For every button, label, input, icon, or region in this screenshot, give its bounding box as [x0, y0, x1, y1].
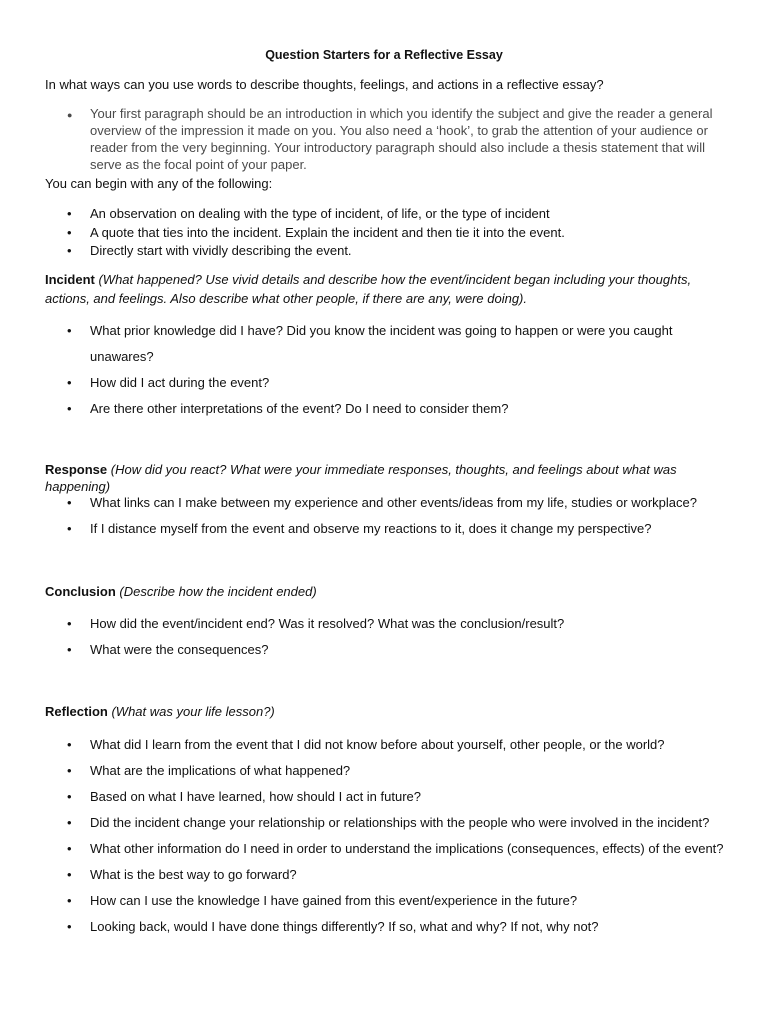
bullet-icon: • [67, 763, 72, 778]
reflection-label: Reflection [45, 704, 108, 719]
list-item: • How can I use the knowledge I have gained from this event/experience in the future? [45, 888, 735, 914]
intro-question: In what ways can you use words to describe thoughts, feelings, and actions in a reflective essay? [45, 77, 604, 92]
list-item: • Directly start with vividly describing the event. [45, 242, 735, 261]
incident-list [45, 318, 735, 422]
bullet-icon: • [67, 841, 72, 856]
intro-bullet-list [45, 105, 735, 173]
reflection-list [45, 732, 735, 940]
bullet-icon: • [67, 616, 72, 631]
bullet-icon: • [67, 919, 72, 934]
incident-label: Incident [45, 272, 95, 287]
list-item: • What did I learn from the event that I did not know before about yourself, other people, or the world? [45, 732, 735, 758]
bullet-icon: • [67, 323, 72, 338]
bullet-icon: • [67, 789, 72, 804]
list-item: • Looking back, would I have done things differently? If so, what and why? If not, why not? [45, 914, 735, 940]
reflection-heading [45, 703, 735, 720]
conclusion-label: Conclusion [45, 584, 116, 599]
list-item: • What is the best way to go forward? [45, 862, 735, 888]
incident-heading [45, 270, 735, 308]
response-label: Response [45, 462, 108, 477]
bullet-icon: • [67, 243, 72, 258]
response-desc: (How did you react? What were your immediate responses, thoughts, and feelings about what was happening) [45, 462, 677, 494]
bullet-icon: • [67, 495, 72, 510]
list-item: • Did the incident change your relationship or relationships with the people who were involved in the incident? [45, 810, 735, 836]
begin-text: You can begin with any of the following: [45, 176, 273, 191]
list-item: • An observation on dealing with the type of incident, of life, or the type of incident [45, 205, 735, 224]
list-item: • How did I act during the event? [45, 370, 735, 396]
conclusion-desc: (Describe how the incident ended) [119, 584, 317, 599]
list-item: • What other information do I need in order to understand the implications (consequences, effects) of the event? [45, 836, 735, 862]
bullet-icon: • [67, 642, 72, 657]
bullet-icon: • [67, 867, 72, 882]
incident-desc: (What happened? Use vivid details and describe how the event/incident began including your thoughts, actions, and feelings. Also describe what other people, if there are any, were doing). [45, 272, 692, 306]
list-item: • What links can I make between my experience and other events/ideas from my life, studies or workplace? [45, 490, 735, 516]
list-item: • What were the consequences? [45, 637, 735, 663]
list-item: • What prior knowledge did I have? Did you know the incident was going to happen or were you caught unawares? [45, 318, 735, 370]
list-item: • Based on what I have learned, how should I act in future? [45, 784, 735, 810]
conclusion-list [45, 611, 735, 663]
list-item: • A quote that ties into the incident. Explain the incident and then tie it into the event. [45, 224, 735, 243]
list-item: • How did the event/incident end? Was it resolved? What was the conclusion/result? [45, 611, 735, 637]
response-list [45, 490, 735, 542]
begin-list [45, 205, 735, 261]
document-title: Question Starters for a Reflective Essay [265, 48, 503, 62]
bullet-icon: • [67, 401, 72, 416]
list-item: • If I distance myself from the event and observe my reactions to it, does it change my perspective? [45, 516, 735, 542]
bullet-icon: • [67, 893, 72, 908]
list-item: • Are there other interpretations of the event? Do I need to consider them? [45, 396, 735, 422]
reflection-desc: (What was your life lesson?) [111, 704, 275, 719]
intro-bullet [45, 105, 735, 173]
bullet-icon: • [67, 815, 72, 830]
bullet-icon: • [67, 737, 72, 752]
conclusion-heading [45, 583, 735, 600]
bullet-icon: • [67, 206, 72, 221]
bullet-icon: • [67, 375, 72, 390]
intro-bullet-text: Your first paragraph should be an introduction in which you identify the subject and give the reader a general overview of the impression it made on you. You also need a ‘hook’, to grab the attention of your audience or reader from the very beginning. Your introductory paragraph should also include a thesis statement that will serve as the focal point of your paper. [90, 106, 713, 172]
bullet-icon: ● [67, 110, 73, 120]
bullet-icon: • [67, 224, 72, 240]
list-item: • What are the implications of what happened? [45, 758, 735, 784]
bullet-icon: • [67, 521, 72, 536]
